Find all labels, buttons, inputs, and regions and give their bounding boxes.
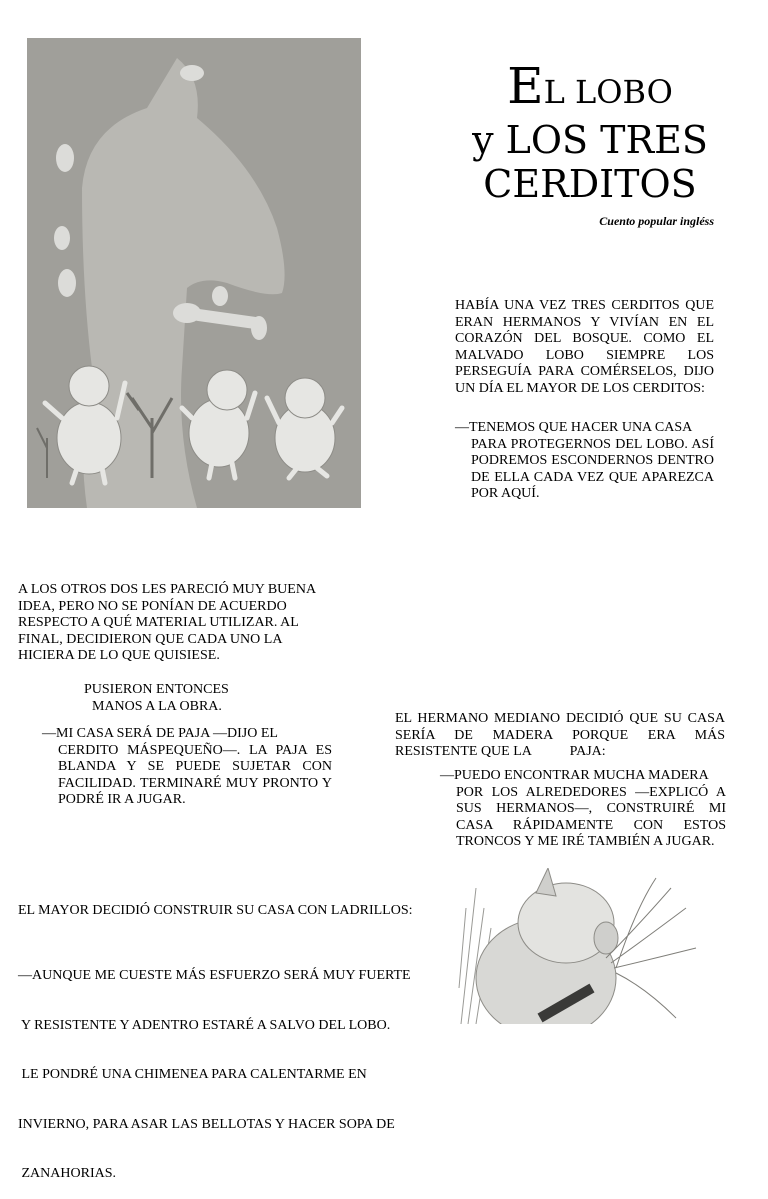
dialog-rest: CERDITO MÁSPEQUEÑO—. LA PAJA ES BLANDA Y SE PUEDE SUJETAR CON FACILIDAD. TERMINARÉ MUY PRONTO Y PODRÉ IR A JUGAR. <box>58 742 332 807</box>
dialog-first-line: —PUEDO ENCONTRAR MUCHA MADERA <box>440 768 709 783</box>
paragraph-dialog-middle <box>440 768 726 851</box>
story-subtitle: Cuento popular ingléss <box>599 214 714 228</box>
dialog-rest: PARA PROTEGERNOS DEL LOBO. ASÍ PODREMOS ESCONDERNOS DENTRO DE ELLA CADA VEZ QUE APAREZCA POR AQUÍ. <box>471 436 714 501</box>
dialog-line-2: Y RESISTENTE Y ADENTRO ESTARÉ A SALVO DEL LOBO. <box>18 1017 391 1033</box>
pig-illustration <box>456 868 708 1024</box>
title-line-3: CERDITOS <box>483 162 697 206</box>
title-initial: E <box>507 57 544 115</box>
dialog-first-line: —MI CASA SERÁ DE PAJA —DIJO EL <box>42 726 278 741</box>
wolf-and-pigs-illustration <box>27 38 361 508</box>
title-line-1 <box>440 57 740 118</box>
dialog-line-3: LE PONDRÉ UNA CHIMENEA PARA CALENTARME EN <box>18 1067 367 1082</box>
paragraph-middle-brother: EL HERMANO MEDIANO DECIDIÓ QUE SU CASA SERÍA DE MADERA PORQUE ERA MÁS RESISTENTE QUE LA PAJA: <box>395 711 729 759</box>
paragraph-dialog-eldest-brick <box>18 935 438 1199</box>
dialog-first-line: —TENEMOS QUE HACER UNA CASA <box>455 420 693 435</box>
pig-with-straw-illustration <box>456 868 708 1024</box>
dialog-line-5: ZANAHORIAS. <box>18 1166 116 1181</box>
dialog-line-1: —AUNQUE ME CUESTE MÁS ESFUERZO SERÁ MUY FUERTE <box>18 968 411 983</box>
paragraph-work-start <box>84 682 284 715</box>
cover-illustration <box>27 38 361 508</box>
work-start-line-1: PUSIERON ENTONCES <box>84 682 229 697</box>
paragraph-dialog-eldest <box>455 420 714 503</box>
dialog-line-4: INVIERNO, PARA ASAR LAS BELLOTAS Y HACER SOPA DE <box>18 1116 395 1132</box>
paragraph-intro: HABÍA UNA VEZ TRES CERDITOS QUE ERAN HERMANOS Y VIVÍAN EN EL CORAZÓN DEL BOSQUE. COMO EL MALVADO LOBO SIEMPRE LOS PERSEGUÍA PARA COMÉRSELOS, DIJO UN DÍA EL MAYOR DE LOS CERDITOS: <box>455 298 714 396</box>
story-title <box>440 57 740 206</box>
paragraph-agreement: A LOS OTROS DOS LES PARECIÓ MUY BUENA IDEA, PERO NO SE PONÍAN DE ACUERDO RESPECTO A QUÉ MATERIAL UTILIZAR. AL FINAL, DECIDIERON QUE CADA UNO LA HICIERA DE LO QUE QUISIESE. <box>18 582 316 663</box>
work-start-line-2: MANOS A LA OBRA. <box>92 698 222 714</box>
dialog-rest: POR LOS ALREDEDORES —EXPLICÓ A SUS HERMANOS—, CONSTRUIRÉ MI CASA RÁPIDAMENTE CON ESTOS TRONCOS Y ME IRÉ TAMBIÉN A JUGAR. <box>456 784 726 849</box>
paragraph-dialog-youngest <box>42 726 332 809</box>
title-line-1-rest: L LOBO <box>543 73 673 111</box>
title-line-2: y LOS TRES <box>472 118 708 162</box>
paragraph-eldest-brick: EL MAYOR DECIDIÓ CONSTRUIR SU CASA CON LADRILLOS: <box>18 903 413 918</box>
